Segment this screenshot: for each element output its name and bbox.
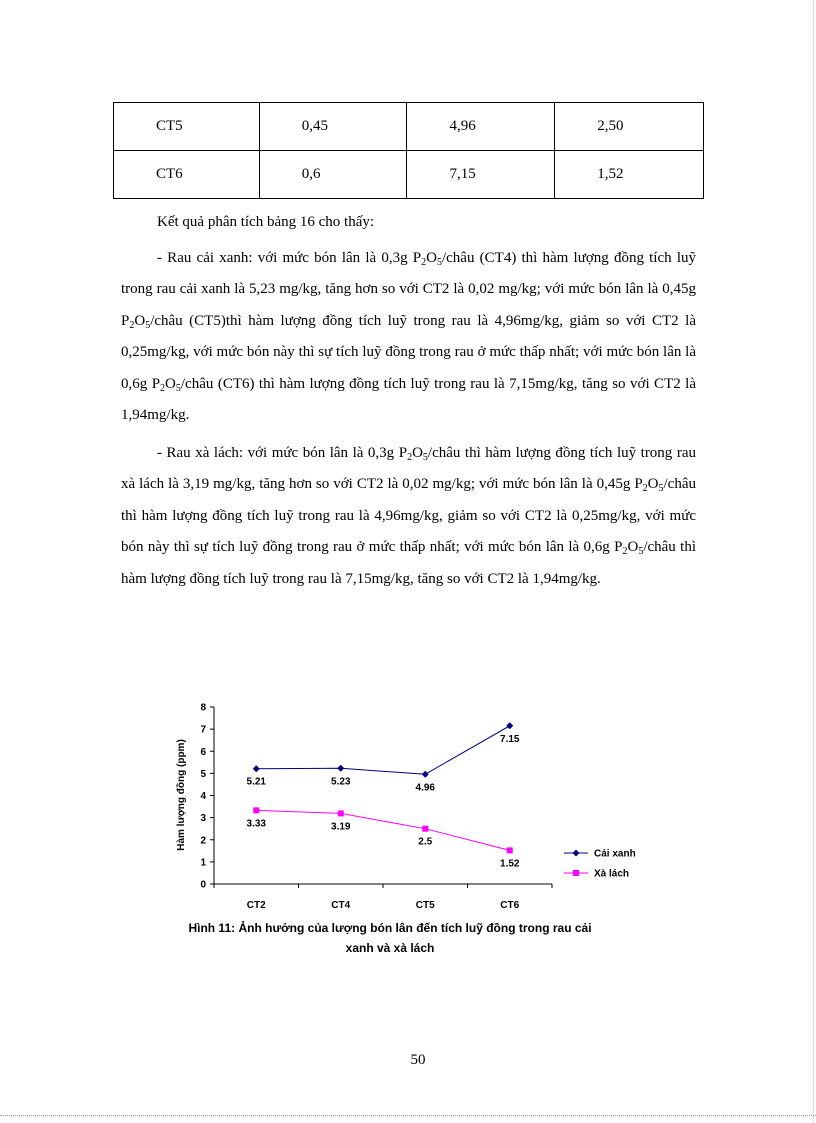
data-point — [422, 771, 429, 778]
table-cell: 1,52 — [555, 151, 704, 199]
page-number: 50 — [410, 1052, 426, 1068]
subscript: 2 — [129, 319, 135, 331]
table-cell: 0,45 — [259, 103, 407, 151]
text-run: /châu (CT4) thì hàm lượng đồng tích luỹ trong rau cải xanh là 5,23 mg/kg, tăng hơn so với CT2 là 0,02 mg/kg; với mức bón lân là 0,45g P — [121, 249, 696, 329]
text-run: O — [426, 249, 437, 266]
text-run: /châu (CT6) thì hàm lượng đồng tích luỹ trong rau là 7,15mg/kg, tăng so với CT2 là 1,94mg/kg. — [121, 375, 697, 423]
results-table — [113, 102, 704, 199]
data-point — [422, 826, 428, 832]
legend-label: Xà lách — [594, 868, 630, 880]
subscript: 2 — [421, 256, 427, 268]
data-label: 4.96 — [415, 782, 435, 794]
x-tick-label: CT4 — [331, 900, 351, 911]
data-point — [506, 722, 513, 729]
subscript: 5 — [422, 451, 428, 463]
legend-label: Cải xanh — [594, 848, 636, 860]
subscript: 5 — [658, 483, 664, 494]
figure-caption — [160, 918, 620, 958]
subscript: 2 — [160, 382, 166, 394]
y-tick-label: 7 — [200, 724, 206, 736]
data-point — [338, 810, 344, 816]
data-label: 7.15 — [500, 733, 520, 745]
subscript: 5 — [638, 546, 644, 557]
y-tick-label: 4 — [200, 791, 206, 802]
subscript: 5 — [145, 319, 151, 331]
x-tick-label: CT6 — [500, 900, 520, 911]
page-edge-bottom — [0, 1115, 816, 1116]
data-point — [253, 765, 260, 772]
chart-svg — [160, 695, 660, 915]
y-tick-label: 0 — [200, 879, 206, 891]
text-run: O — [134, 312, 146, 329]
subscript: 5 — [436, 256, 442, 268]
x-tick-label: CT2 — [246, 900, 266, 911]
data-label: 5.21 — [246, 776, 266, 788]
subscript: 5 — [175, 382, 181, 394]
y-tick-label: 8 — [200, 702, 206, 714]
y-tick-label: 1 — [200, 857, 206, 869]
subscript: 2 — [622, 546, 628, 557]
y-axis-label: Hàm lượng đồng (ppm) — [176, 739, 187, 851]
data-label: 3.19 — [331, 821, 351, 833]
data-point — [253, 807, 259, 813]
text-run: O — [165, 375, 176, 392]
table-cell: 2,50 — [555, 103, 704, 151]
text-run: /châu (CT5)thì hàm lượng đồng tích luỹ trong rau là 4,96mg/kg, giảm so với CT2 là 0,25mg/kg, với mức bón này thì sự tích luỹ đồng trong rau ở mức thấp nhất; với mức bón lân là 0,6g P — [121, 312, 696, 392]
table-cell: 7,15 — [407, 151, 555, 199]
series-line-0 — [256, 726, 510, 774]
text-run: - Rau xà lách: với mức bón lân là 0,3g P — [157, 444, 408, 461]
caption-line: Hình 11: Ảnh hưởng của lượng bón lân đến tích luỹ đồng trong rau cải — [188, 921, 592, 935]
text-run: O — [647, 476, 659, 492]
paragraph-xa-lach — [121, 438, 696, 596]
data-point — [337, 765, 344, 772]
table-cell: CT5 — [114, 103, 260, 151]
y-tick-label: 5 — [200, 768, 206, 780]
table-cell: 0,6 — [259, 151, 407, 199]
data-label: 5.23 — [331, 776, 351, 788]
intro-paragraph: Kết quả phân tích bảng 16 cho thấy: — [157, 214, 375, 230]
x-tick-label: CT5 — [415, 900, 435, 911]
table-cell: 4,96 — [407, 103, 555, 151]
legend-marker — [573, 870, 579, 876]
text-run: O — [627, 539, 639, 555]
y-tick-label: 2 — [200, 835, 206, 847]
table-row — [114, 103, 704, 151]
caption-line: xanh và xà lách — [345, 941, 435, 955]
subscript: 2 — [642, 483, 648, 494]
text-run: O — [412, 444, 423, 461]
y-tick-label: 6 — [200, 746, 206, 758]
text-run: /châu thì hàm lượng đồng tích luỹ trong rau xà lách là 3,19 mg/kg, tăng hơn so với CT2 là 0,02 mg/kg; với mức bón lân là 0,45g P — [121, 444, 696, 492]
text-run: /châu thì hàm lượng đồng tích luỹ trong rau là 7,15mg/kg, tăng so với CT2 là 1,94mg/kg. — [121, 539, 696, 587]
paragraph-cai-xanh — [121, 243, 696, 432]
data-label: 1.52 — [500, 858, 520, 870]
data-point — [507, 847, 513, 853]
table-cell: CT6 — [114, 151, 260, 199]
data-label: 3.33 — [246, 818, 266, 830]
subscript: 2 — [407, 451, 413, 463]
legend-marker — [573, 850, 580, 857]
body-text — [121, 207, 696, 601]
text-run: - Rau cải xanh: với mức bón lân là 0,3g P — [157, 249, 422, 266]
data-label: 2.5 — [418, 836, 433, 848]
series-line-1 — [256, 810, 510, 850]
text-run: /châu thì hàm lượng đồng tích luỹ trong rau là 4,96mg/kg, giảm so với CT2 là 0,25mg/kg, với mức bón này thì sự tích luỹ đồng trong rau ở mức thấp nhất; với mức bón lân là 0,6g P — [121, 476, 696, 555]
table-row — [114, 151, 704, 199]
y-tick-label: 3 — [200, 813, 206, 825]
page-edge-right — [813, 0, 814, 1123]
